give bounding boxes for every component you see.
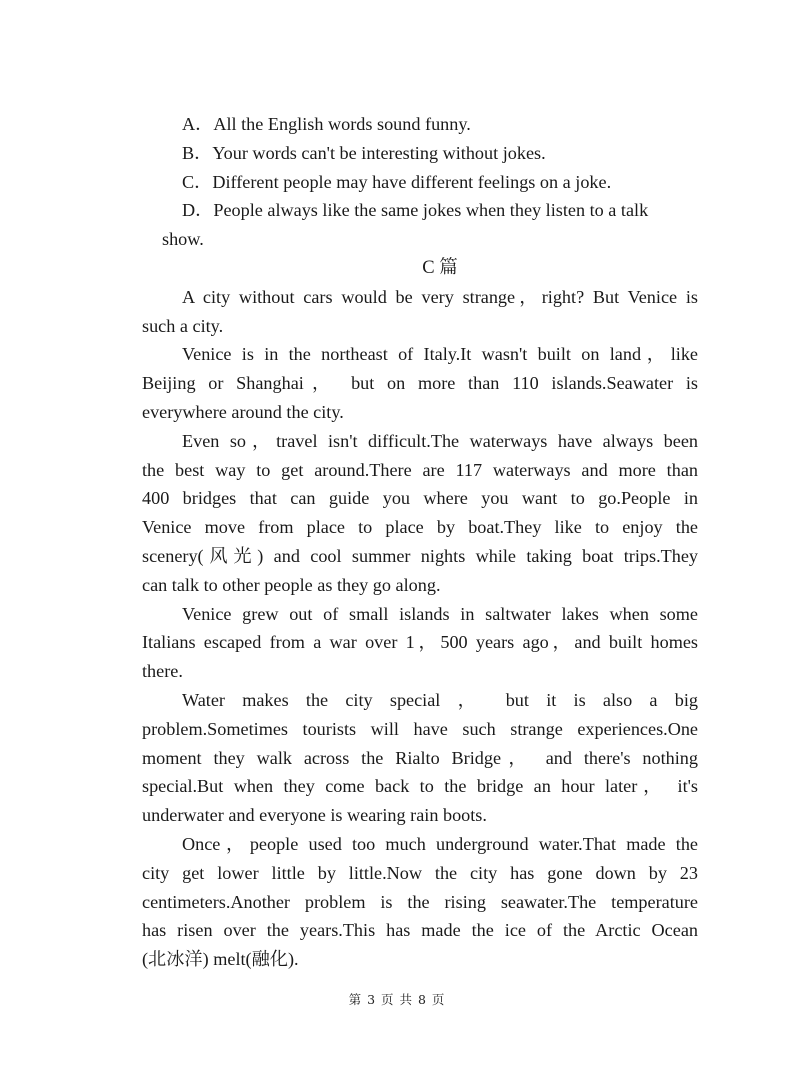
passage-line: Beijing or Shanghai， but on more than 110 islands.Seawater is [142,373,698,394]
option-text: All the English words sound funny. [213,114,471,134]
page-footer: 第 3 页 共 8 页 [348,992,446,1007]
passage-line: (北冰洋) melt(融化). [142,949,299,970]
passage-line: special.But when they come back to the bridge an hour later， it's [142,776,698,797]
passage-line: Water makes the city special ， but it is also a big [182,689,698,710]
passage-line: centimeters.Another problem is the rising seawater.The temperature [142,891,698,912]
passage-line: Venice move from place to place by boat.They like to enjoy the [142,517,698,538]
passage-line: has risen over the years.This has made the ice of the Arctic Ocean [142,920,698,941]
option-letter: C． [182,171,213,192]
option-letter: D． [182,200,214,221]
passage-line: scenery(风光) and cool summer nights while taking boat trips.They [142,545,698,566]
passage-line: problem.Sometimes tourists will have such strange experiences.One [142,718,698,739]
passage-line: city get lower little by little.Now the city has gone down by 23 [142,862,698,883]
option-b [142,139,698,168]
passage-line: Venice grew out of small islands in saltwater lakes when some [182,603,698,624]
option-a [142,110,698,139]
passage-line: moment they walk across the Rialto Bridge， and there's nothing [142,747,698,768]
option-letter: A． [182,114,214,134]
passage-line: can talk to other people as they go along. [142,574,441,595]
option-text: Different people may have different feelings on a joke. [212,171,612,192]
passage-line: everywhere around the city. [142,401,344,422]
passage-line: such a city. [142,315,224,336]
passage-line: Even so，travel isn't difficult.The waterways have always been [182,430,698,451]
section-heading: C 篇 [422,257,458,278]
passage-line: underwater and everyone is wearing rain boots. [142,805,487,826]
option-c [142,168,698,197]
passage-line: the best way to get around.There are 117 waterways and more than [142,459,698,480]
document-page [142,110,698,974]
passage-line: 400 bridges that can guide you where you want to go.People in [142,488,698,509]
option-text: People always like the same jokes when they listen to a talk [213,200,649,221]
passage-line: there. [142,661,183,682]
option-text: Your words can't be interesting without jokes. [212,142,546,163]
passage-line: Italians escaped from a war over 1，500 years ago，and built homes [142,632,698,653]
passage-line: A city without cars would be very strange，right? But Venice is [182,286,698,307]
option-letter: B． [182,142,213,163]
passage-line: Venice is in the northeast of Italy.It wasn't built on land，like [182,344,698,365]
option-d [142,196,698,225]
passage-line: Once，people used too much underground water.That made the [182,833,698,854]
option-d-continued: show. [162,229,204,250]
